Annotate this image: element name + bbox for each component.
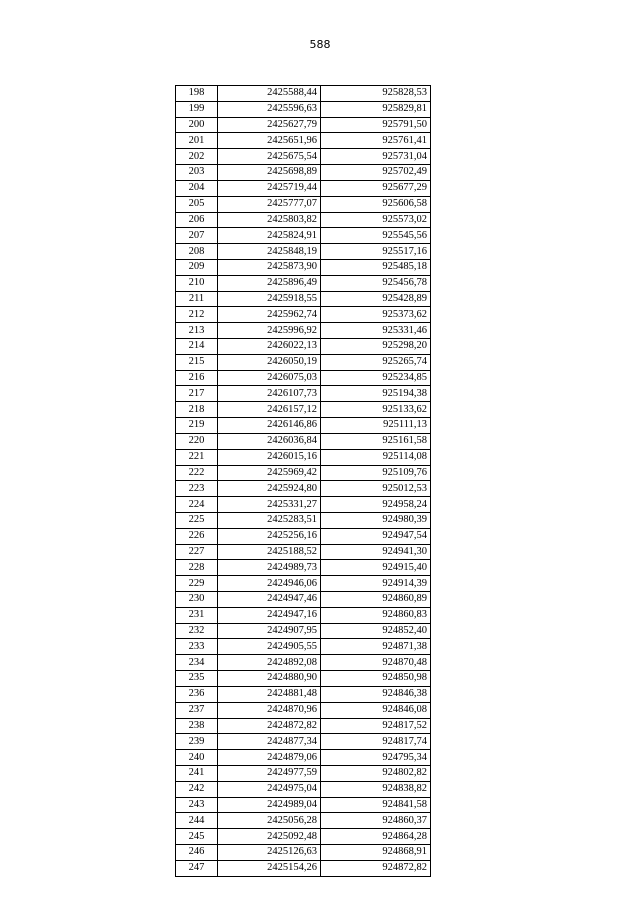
table-row [176, 418, 431, 434]
table-row [176, 449, 431, 465]
y-coordinate-cell: 925677,29 [321, 180, 431, 196]
x-coordinate-cell: 2425331,27 [218, 497, 321, 513]
y-coordinate-cell: 925109,76 [321, 465, 431, 481]
x-coordinate-cell: 2425126,63 [218, 845, 321, 861]
y-coordinate-cell: 924852,40 [321, 623, 431, 639]
y-coordinate-cell: 924802,82 [321, 765, 431, 781]
table-row [176, 86, 431, 102]
y-coordinate-cell: 925428,89 [321, 291, 431, 307]
table-row [176, 845, 431, 861]
y-coordinate-cell: 924941,30 [321, 544, 431, 560]
point-number-cell: 225 [176, 512, 218, 528]
x-coordinate-cell: 2425596,63 [218, 101, 321, 117]
y-coordinate-cell: 925111,13 [321, 418, 431, 434]
table-row [176, 244, 431, 260]
table-row [176, 671, 431, 687]
x-coordinate-cell: 2425896,49 [218, 275, 321, 291]
point-number-cell: 232 [176, 623, 218, 639]
y-coordinate-cell: 924817,52 [321, 718, 431, 734]
point-number-cell: 203 [176, 165, 218, 181]
x-coordinate-cell: 2425627,79 [218, 117, 321, 133]
point-number-cell: 247 [176, 860, 218, 876]
x-coordinate-cell: 2425996,92 [218, 323, 321, 339]
y-coordinate-cell: 924958,24 [321, 497, 431, 513]
y-coordinate-cell: 924846,38 [321, 686, 431, 702]
point-number-cell: 206 [176, 212, 218, 228]
table-row [176, 212, 431, 228]
x-coordinate-cell: 2426022,13 [218, 339, 321, 355]
point-number-cell: 230 [176, 592, 218, 608]
x-coordinate-cell: 2425873,90 [218, 259, 321, 275]
table-row [176, 323, 431, 339]
y-coordinate-cell: 924915,40 [321, 560, 431, 576]
y-coordinate-cell: 925573,02 [321, 212, 431, 228]
table-row [176, 686, 431, 702]
x-coordinate-cell: 2425962,74 [218, 307, 321, 323]
x-coordinate-cell: 2424905,55 [218, 639, 321, 655]
x-coordinate-cell: 2426146,86 [218, 418, 321, 434]
point-number-cell: 201 [176, 133, 218, 149]
x-coordinate-cell: 2425092,48 [218, 829, 321, 845]
table-row [176, 180, 431, 196]
y-coordinate-cell: 924838,82 [321, 781, 431, 797]
point-number-cell: 213 [176, 323, 218, 339]
point-number-cell: 245 [176, 829, 218, 845]
x-coordinate-cell: 2425188,52 [218, 544, 321, 560]
point-number-cell: 246 [176, 845, 218, 861]
x-coordinate-cell: 2425588,44 [218, 86, 321, 102]
table-row [176, 829, 431, 845]
table-row [176, 702, 431, 718]
point-number-cell: 200 [176, 117, 218, 133]
coordinates-table-body [176, 86, 431, 877]
x-coordinate-cell: 2425918,55 [218, 291, 321, 307]
x-coordinate-cell: 2425777,07 [218, 196, 321, 212]
table-row [176, 528, 431, 544]
x-coordinate-cell: 2425675,54 [218, 149, 321, 165]
point-number-cell: 208 [176, 244, 218, 260]
point-number-cell: 235 [176, 671, 218, 687]
y-coordinate-cell: 924817,74 [321, 734, 431, 750]
x-coordinate-cell: 2426075,03 [218, 370, 321, 386]
y-coordinate-cell: 925298,20 [321, 339, 431, 355]
y-coordinate-cell: 924860,83 [321, 607, 431, 623]
x-coordinate-cell: 2425698,89 [218, 165, 321, 181]
table-row [176, 307, 431, 323]
y-coordinate-cell: 924871,38 [321, 639, 431, 655]
point-number-cell: 199 [176, 101, 218, 117]
x-coordinate-cell: 2424880,90 [218, 671, 321, 687]
x-coordinate-cell: 2425283,51 [218, 512, 321, 528]
point-number-cell: 217 [176, 386, 218, 402]
y-coordinate-cell: 925829,81 [321, 101, 431, 117]
y-coordinate-cell: 925331,46 [321, 323, 431, 339]
y-coordinate-cell: 925194,38 [321, 386, 431, 402]
table-row [176, 149, 431, 165]
point-number-cell: 244 [176, 813, 218, 829]
table-row [176, 339, 431, 355]
table-row [176, 576, 431, 592]
y-coordinate-cell: 924864,28 [321, 829, 431, 845]
table-row [176, 433, 431, 449]
table-row [176, 370, 431, 386]
y-coordinate-cell: 925265,74 [321, 354, 431, 370]
point-number-cell: 233 [176, 639, 218, 655]
y-coordinate-cell: 925517,16 [321, 244, 431, 260]
y-coordinate-cell: 925456,78 [321, 275, 431, 291]
table-row [176, 275, 431, 291]
point-number-cell: 224 [176, 497, 218, 513]
table-row [176, 560, 431, 576]
table-row [176, 813, 431, 829]
x-coordinate-cell: 2424989,04 [218, 797, 321, 813]
table-row [176, 797, 431, 813]
y-coordinate-cell: 925761,41 [321, 133, 431, 149]
point-number-cell: 198 [176, 86, 218, 102]
x-coordinate-cell: 2426015,16 [218, 449, 321, 465]
point-number-cell: 209 [176, 259, 218, 275]
point-number-cell: 218 [176, 402, 218, 418]
x-coordinate-cell: 2426036,84 [218, 433, 321, 449]
x-coordinate-cell: 2426107,73 [218, 386, 321, 402]
y-coordinate-cell: 925012,53 [321, 481, 431, 497]
table-row [176, 781, 431, 797]
y-coordinate-cell: 925485,18 [321, 259, 431, 275]
x-coordinate-cell: 2424872,82 [218, 718, 321, 734]
table-row [176, 623, 431, 639]
y-coordinate-cell: 925133,62 [321, 402, 431, 418]
y-coordinate-cell: 925161,58 [321, 433, 431, 449]
point-number-cell: 207 [176, 228, 218, 244]
point-number-cell: 236 [176, 686, 218, 702]
point-number-cell: 212 [176, 307, 218, 323]
y-coordinate-cell: 924870,48 [321, 655, 431, 671]
point-number-cell: 234 [176, 655, 218, 671]
x-coordinate-cell: 2424907,95 [218, 623, 321, 639]
point-number-cell: 227 [176, 544, 218, 560]
table-row [176, 165, 431, 181]
x-coordinate-cell: 2424879,06 [218, 750, 321, 766]
point-number-cell: 240 [176, 750, 218, 766]
y-coordinate-cell: 925828,53 [321, 86, 431, 102]
x-coordinate-cell: 2426157,12 [218, 402, 321, 418]
point-number-cell: 205 [176, 196, 218, 212]
table-row [176, 512, 431, 528]
point-number-cell: 223 [176, 481, 218, 497]
table-row [176, 639, 431, 655]
x-coordinate-cell: 2425924,80 [218, 481, 321, 497]
page-number: 588 [309, 38, 331, 51]
y-coordinate-cell: 925606,58 [321, 196, 431, 212]
x-coordinate-cell: 2424877,34 [218, 734, 321, 750]
table-row [176, 765, 431, 781]
table-row [176, 196, 431, 212]
point-number-cell: 215 [176, 354, 218, 370]
x-coordinate-cell: 2425154,26 [218, 860, 321, 876]
x-coordinate-cell: 2425719,44 [218, 180, 321, 196]
y-coordinate-cell: 924850,98 [321, 671, 431, 687]
table-row [176, 259, 431, 275]
table-row [176, 228, 431, 244]
table-row [176, 607, 431, 623]
point-number-cell: 229 [176, 576, 218, 592]
table-row [176, 544, 431, 560]
y-coordinate-cell: 925373,62 [321, 307, 431, 323]
y-coordinate-cell: 924868,91 [321, 845, 431, 861]
table-row [176, 386, 431, 402]
y-coordinate-cell: 924947,54 [321, 528, 431, 544]
x-coordinate-cell: 2424977,59 [218, 765, 321, 781]
point-number-cell: 243 [176, 797, 218, 813]
y-coordinate-cell: 924795,34 [321, 750, 431, 766]
point-number-cell: 238 [176, 718, 218, 734]
table-row [176, 718, 431, 734]
x-coordinate-cell: 2425803,82 [218, 212, 321, 228]
x-coordinate-cell: 2425256,16 [218, 528, 321, 544]
y-coordinate-cell: 925545,56 [321, 228, 431, 244]
point-number-cell: 220 [176, 433, 218, 449]
table-row [176, 481, 431, 497]
table-row [176, 592, 431, 608]
table-row [176, 117, 431, 133]
x-coordinate-cell: 2424892,08 [218, 655, 321, 671]
x-coordinate-cell: 2425056,28 [218, 813, 321, 829]
y-coordinate-cell: 924846,08 [321, 702, 431, 718]
y-coordinate-cell: 925791,50 [321, 117, 431, 133]
point-number-cell: 237 [176, 702, 218, 718]
point-number-cell: 242 [176, 781, 218, 797]
x-coordinate-cell: 2424881,48 [218, 686, 321, 702]
table-row [176, 101, 431, 117]
point-number-cell: 221 [176, 449, 218, 465]
table-row [176, 750, 431, 766]
point-number-cell: 239 [176, 734, 218, 750]
x-coordinate-cell: 2425824,91 [218, 228, 321, 244]
point-number-cell: 211 [176, 291, 218, 307]
point-number-cell: 202 [176, 149, 218, 165]
x-coordinate-cell: 2424946,06 [218, 576, 321, 592]
x-coordinate-cell: 2425848,19 [218, 244, 321, 260]
coordinates-table [175, 85, 431, 877]
table-row [176, 860, 431, 876]
y-coordinate-cell: 925731,04 [321, 149, 431, 165]
y-coordinate-cell: 924841,58 [321, 797, 431, 813]
x-coordinate-cell: 2425651,96 [218, 133, 321, 149]
table-row [176, 655, 431, 671]
y-coordinate-cell: 924860,89 [321, 592, 431, 608]
x-coordinate-cell: 2424947,46 [218, 592, 321, 608]
point-number-cell: 210 [176, 275, 218, 291]
x-coordinate-cell: 2426050,19 [218, 354, 321, 370]
point-number-cell: 226 [176, 528, 218, 544]
x-coordinate-cell: 2424870,96 [218, 702, 321, 718]
table-row [176, 354, 431, 370]
point-number-cell: 241 [176, 765, 218, 781]
y-coordinate-cell: 925234,85 [321, 370, 431, 386]
x-coordinate-cell: 2424975,04 [218, 781, 321, 797]
y-coordinate-cell: 925702,49 [321, 165, 431, 181]
point-number-cell: 231 [176, 607, 218, 623]
y-coordinate-cell: 924872,82 [321, 860, 431, 876]
x-coordinate-cell: 2424947,16 [218, 607, 321, 623]
point-number-cell: 219 [176, 418, 218, 434]
table-row [176, 465, 431, 481]
table-row [176, 734, 431, 750]
x-coordinate-cell: 2425969,42 [218, 465, 321, 481]
y-coordinate-cell: 925114,08 [321, 449, 431, 465]
table-row [176, 497, 431, 513]
point-number-cell: 216 [176, 370, 218, 386]
y-coordinate-cell: 924914,39 [321, 576, 431, 592]
y-coordinate-cell: 924860,37 [321, 813, 431, 829]
point-number-cell: 204 [176, 180, 218, 196]
table-row [176, 402, 431, 418]
point-number-cell: 222 [176, 465, 218, 481]
x-coordinate-cell: 2424989,73 [218, 560, 321, 576]
point-number-cell: 228 [176, 560, 218, 576]
table-row [176, 291, 431, 307]
table-row [176, 133, 431, 149]
point-number-cell: 214 [176, 339, 218, 355]
y-coordinate-cell: 924980,39 [321, 512, 431, 528]
